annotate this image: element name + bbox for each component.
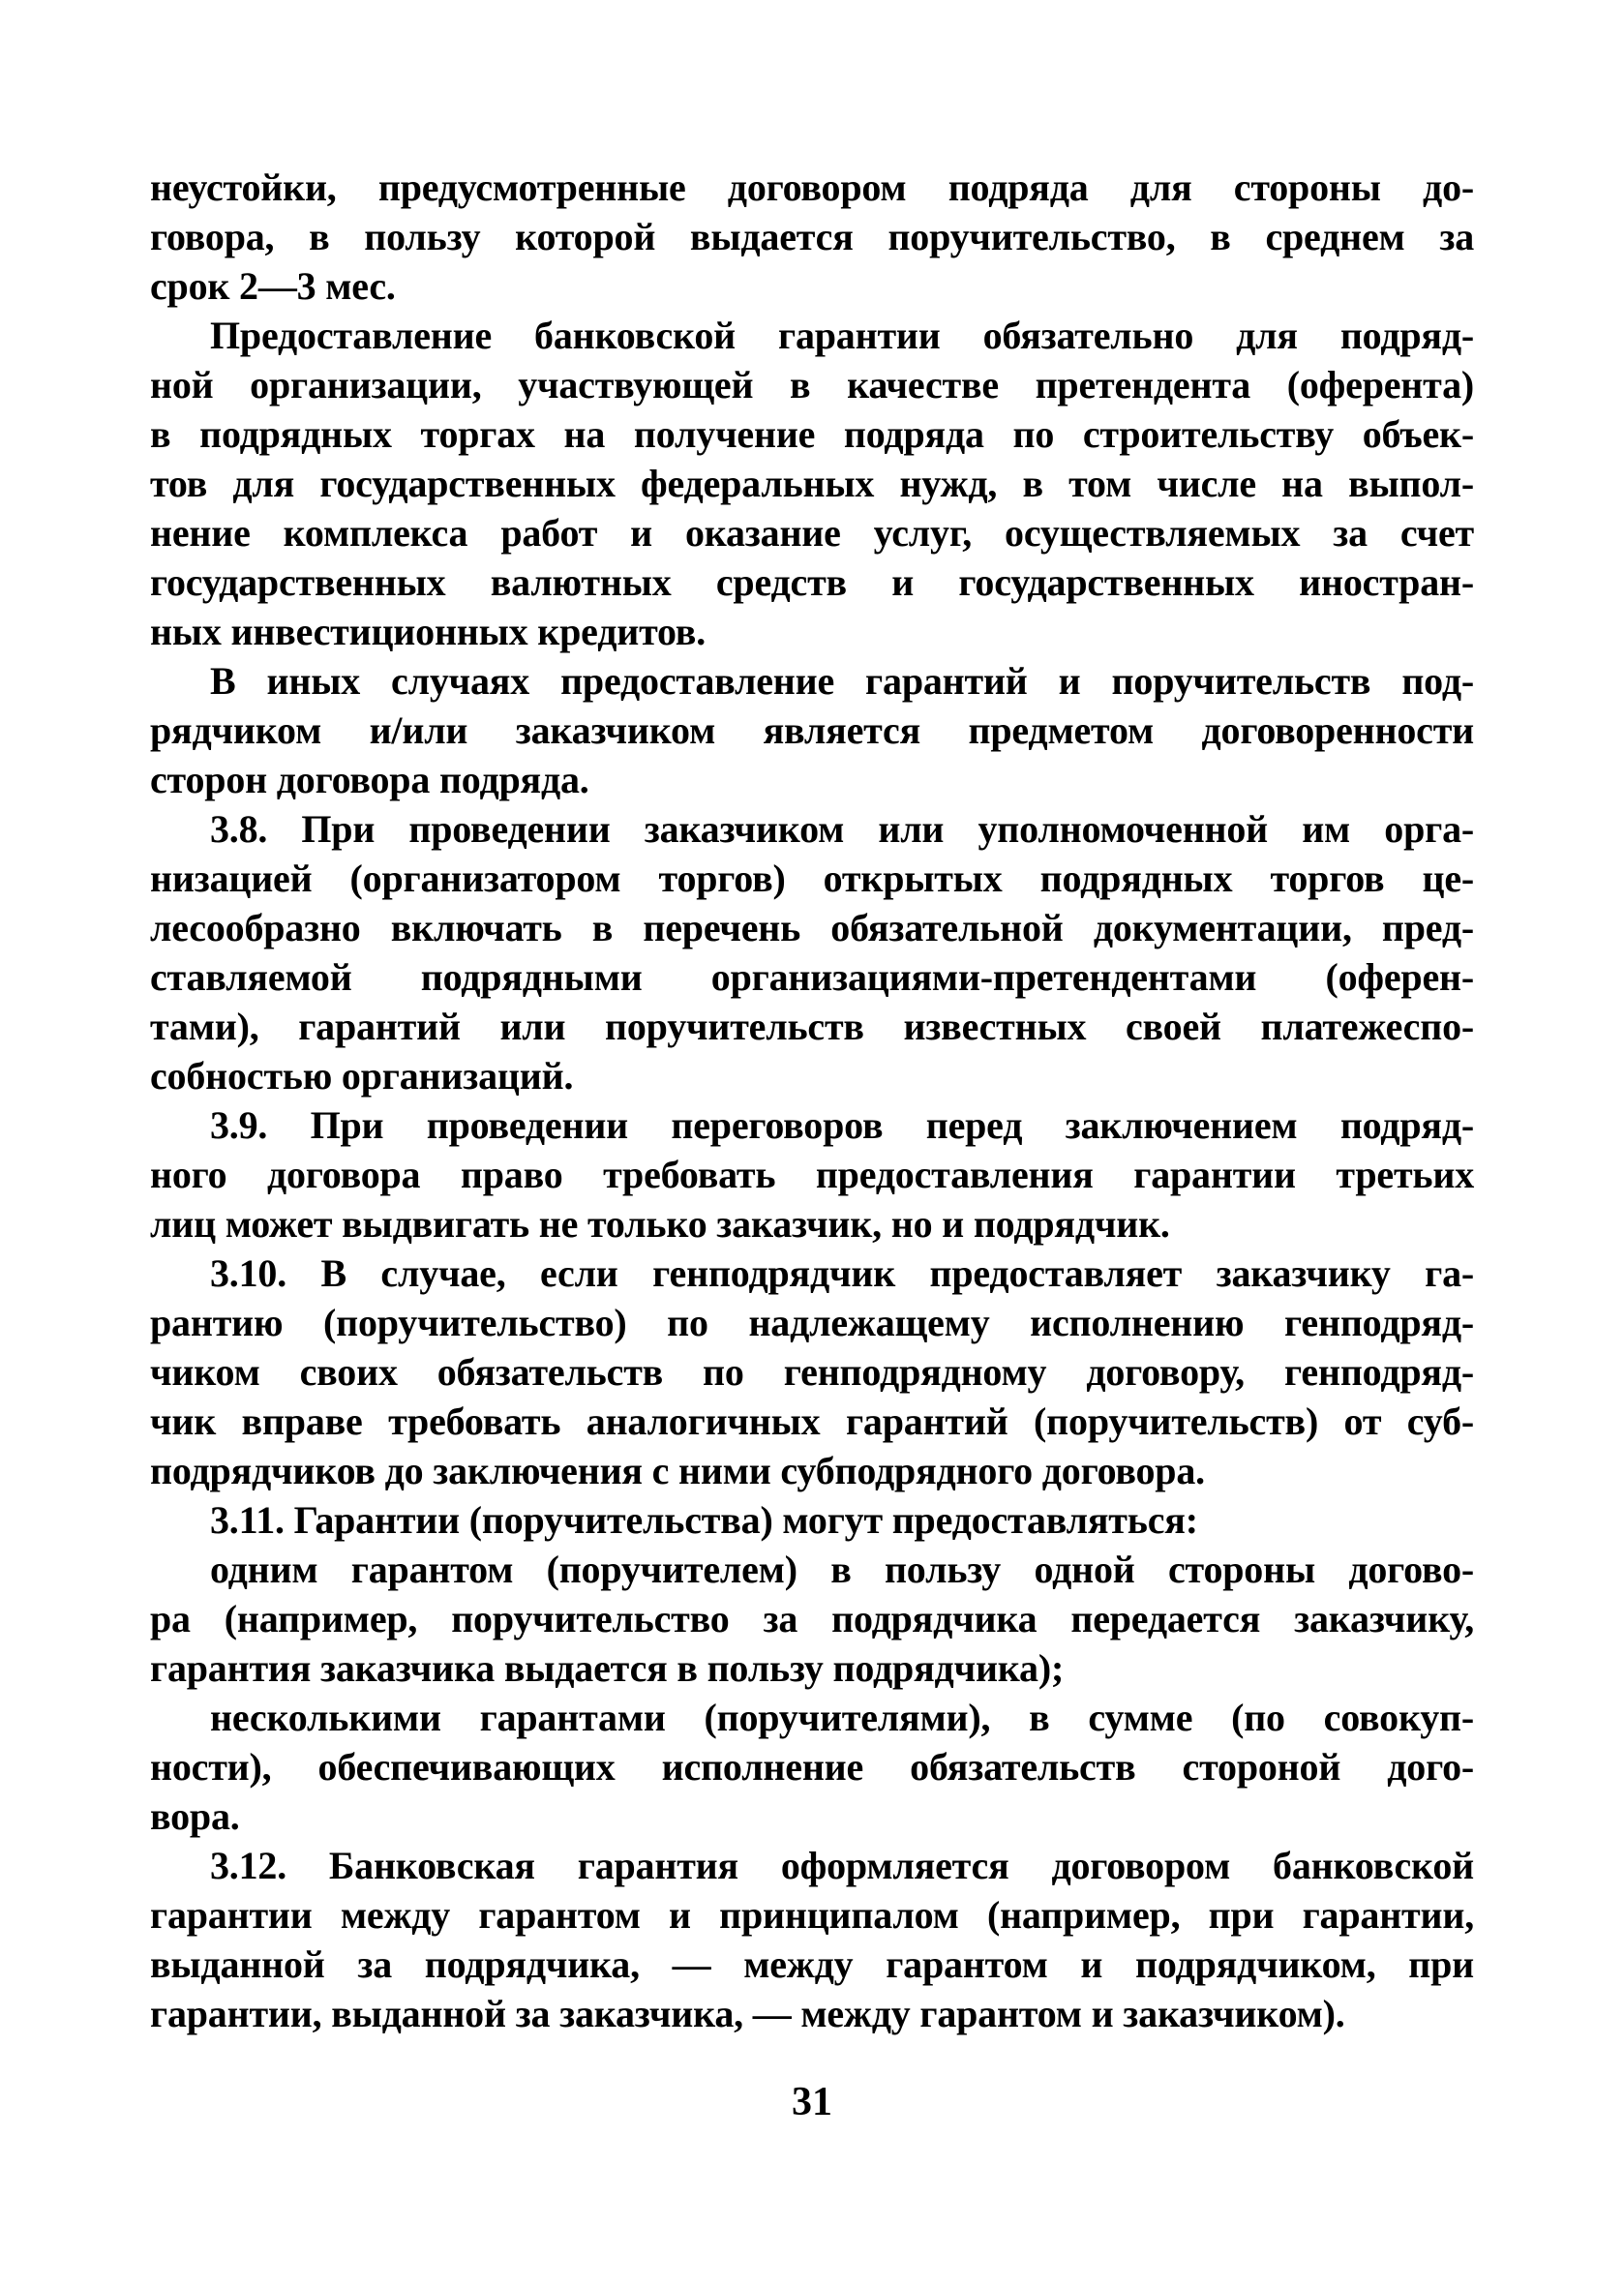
paragraph: [150, 1693, 1474, 1841]
text-line: гарантии, выданной за заказчика, — между гарантом и заказчиком).: [150, 1992, 1345, 2035]
text-line: 3.12. Банковская гарантия оформляется договором банковской: [210, 1844, 1474, 1887]
text-line: ра (например, поручительство за подрядчика передается заказчику,: [150, 1597, 1474, 1640]
paragraph: [150, 163, 1474, 311]
text-line: рядчиком и/или заказчиком является предметом договоренности: [150, 708, 1474, 752]
text-line: лесообразно включать в перечень обязательной документации, пред-: [150, 906, 1474, 949]
text-line: выданной за подрядчика, — между гарантом и подрядчиком, при: [150, 1942, 1474, 1986]
text-line: подрядчиков до заключения с ними субподрядного договора.: [150, 1449, 1205, 1492]
text-line: одним гарантом (поручителем) в пользу одной стороны догово-: [210, 1548, 1474, 1591]
text-line: ной организации, участвующей в качестве претендента (оферента): [150, 363, 1474, 406]
paragraph: [150, 1841, 1474, 2038]
text-line: ности), обеспечивающих исполнение обязательств стороной дого-: [150, 1745, 1474, 1789]
text-line: тами), гарантий или поручительств известных своей платежеспо-: [150, 1005, 1474, 1048]
text-line: государственных валютных средств и государственных иностран-: [150, 560, 1474, 604]
text-line: ставляемой подрядными организациями-претендентами (оферен-: [150, 955, 1474, 999]
text-line: тов для государственных федеральных нужд, в том числе на выпол-: [150, 462, 1474, 505]
paragraph: [150, 656, 1474, 804]
page-number: 31: [792, 2080, 832, 2124]
text-line: ного договора право требовать предоставления гарантии третьих: [150, 1153, 1474, 1196]
paragraph: [150, 804, 1474, 1100]
text-line: несколькими гарантами (поручителями), в сумме (по совокуп-: [210, 1696, 1474, 1739]
text-line: 3.10. В случае, если генподрядчик предоставляет заказчику га-: [210, 1251, 1474, 1295]
text-line: В иных случаях предоставление гарантий и поручительств под-: [210, 659, 1474, 703]
text-line: сторон договора подряда.: [150, 758, 589, 801]
text-line: чиком своих обязательств по генподрядному договору, генподряд-: [150, 1350, 1474, 1394]
paragraph: [150, 311, 1474, 656]
text-block: [150, 163, 1474, 2038]
text-line: Предоставление банковской гарантии обязательно для подряд-: [210, 314, 1474, 357]
text-line: срок 2—3 мес.: [150, 264, 396, 308]
text-line: в подрядных торгах на получение подряда по строительству объек-: [150, 412, 1474, 456]
text-line: 3.9. При проведении переговоров перед заключением подряд-: [210, 1103, 1474, 1147]
text-line: гарантия заказчика выдается в пользу подрядчика);: [150, 1646, 1065, 1690]
paragraph: [150, 1100, 1474, 1249]
text-line: вора.: [150, 1794, 240, 1838]
text-line: собностью организаций.: [150, 1054, 574, 1098]
text-line: 3.11. Гарантии (поручительства) могут предоставляться:: [210, 1498, 1198, 1542]
text-line: низацией (организатором торгов) открытых подрядных торгов це-: [150, 857, 1474, 900]
text-line: лиц может выдвигать не только заказчик, но и подрядчик.: [150, 1202, 1170, 1246]
text-line: гарантии между гарантом и принципалом (например, при гарантии,: [150, 1893, 1474, 1937]
paragraph: [150, 1495, 1474, 1545]
text-line: чик вправе требовать аналогичных гарантий (поручительств) от суб-: [150, 1399, 1474, 1443]
text-line: неустойки, предусмотренные договором подряда для стороны до-: [150, 166, 1474, 209]
text-line: нение комплекса работ и оказание услуг, осуществляемых за счет: [150, 511, 1474, 555]
text-line: 3.8. При проведении заказчиком или уполномоченной им орга-: [210, 807, 1474, 851]
paragraph: [150, 1249, 1474, 1495]
text-line: ных инвестиционных кредитов.: [150, 610, 707, 653]
text-line: рантию (поручительство) по надлежащему исполнению генподряд-: [150, 1301, 1474, 1344]
text-line: говора, в пользу которой выдается поручительство, в среднем за: [150, 215, 1474, 258]
paragraph: [150, 1545, 1474, 1693]
